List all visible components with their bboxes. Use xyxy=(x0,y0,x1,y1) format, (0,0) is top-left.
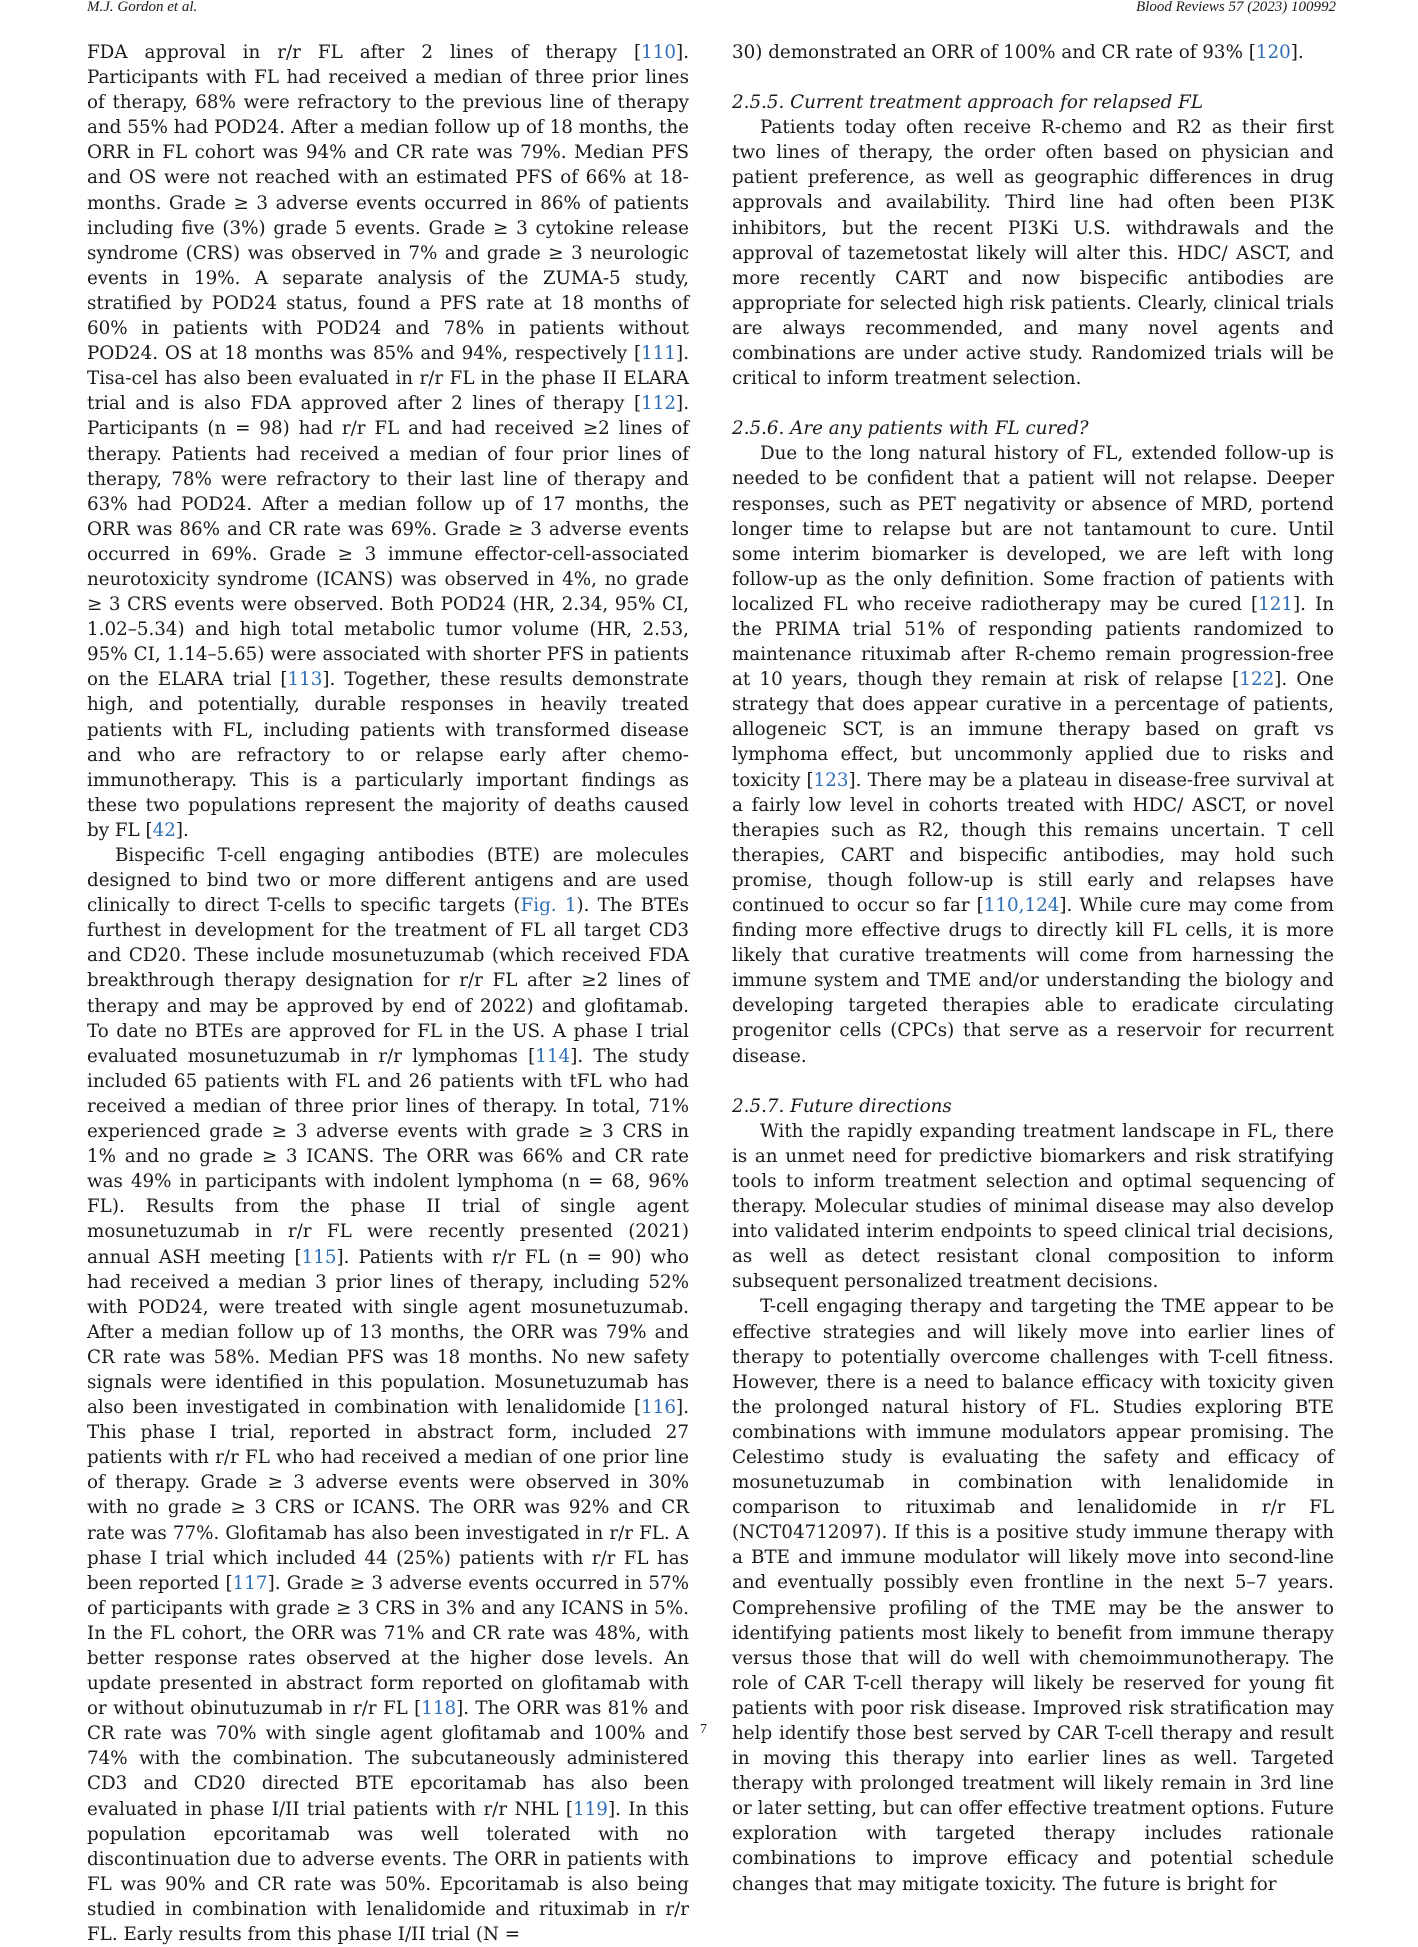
section-heading-2-5-6: 2.5.6. Are any patients with FL cured? xyxy=(732,418,1089,440)
page-number: 7 xyxy=(700,1722,707,1737)
citation-link[interactable]: 117 xyxy=(232,1572,268,1594)
citation-link[interactable]: 110 xyxy=(641,42,677,63)
citation-link[interactable]: 121 xyxy=(1258,593,1294,615)
section-heading-2-5-7: 2.5.7. Future directions xyxy=(732,1095,952,1117)
paragraph-epcoritamab-continued: 30) demonstrated an ORR of 100% and CR rate of 93% [120]. xyxy=(732,42,1304,63)
citation-link[interactable]: 110,124 xyxy=(983,895,1060,916)
citation-link[interactable]: 113 xyxy=(287,669,323,691)
citation-link[interactable]: 123 xyxy=(813,769,849,791)
citation-link[interactable]: 120 xyxy=(1255,42,1291,63)
paragraph-car-t-results: FDA approval in r/r FL after 2 lines of therapy [110]. Participants with FL had received a median of three prior lines of therapy, 68% were refractory to the previous line of therapy and 55% had POD24. After a median follow up of 18 months, the ORR in FL cohort was 94% and CR rate was 79%. Median PFS and OS were not reached with an estimated PFS of 66% at 18-months. Grade ≥ 3 adverse events occurred in 86% of patients including five (3%) grade 5 events. Grade ≥ 3 cytokine release syndrome (CRS) was observed in 7% and grade ≥ 3 neurologic events in 19%. A separate analysis of the ZUMA-5 study, stratified by POD24 status, found a PFS rate at 18 months of 60% in patients with POD24 and 78% in patients without POD24. OS at 18 months was 85% and 94%, respectively [111]. Tisa-cel has also been evaluated in r/r FL in the phase II ELARA trial and is also FDA approved after 2 lines of therapy [112]. Participants (n = 98) had r/r FL and had received ≥2 lines of therapy. Patients had received a median of four prior lines of therapy, 78% were refractory to their last line of therapy and 63% had POD24. After a median follow up of 17 months, the ORR was 86% and CR rate was 69%. Grade ≥ 3 adverse events occurred in 69%. Grade ≥ 3 immune effector-cell-associated neurotoxicity syndrome (ICANS) was observed in 4%, no grade ≥ 3 CRS events were observed. Both POD24 (HR, 2.34, 95% CI, 1.02–5.34) and high total metabolic tumor volume (HR, 2.53, 95% CI, 1.14–5.65) were associated with shorter PFS in patients on the ELARA trial [113]. Together, these results demonstrate high, and potentially, durable responses in heavily treated patients with FL, including patients with transformed disease and who are refractory to or relapse early after chemo-immunotherapy. This is a particularly important findings as these two populations represent the majority of deaths caused by FL [42]. xyxy=(87,42,690,841)
right-column xyxy=(732,40,1334,1897)
paragraph-future-directions-1: With the rapidly expanding treatment landscape in FL, there is an unmet need for predictive biomarkers and risk stratifying tools to inform treatment selection and optimal sequencing of therapy. Molecular studies of minimal disease may also develop into validated interim endpoints to speed clinical trial decisions, as well as detect resistant clonal composition to inform subsequent personalized treatment decisions. xyxy=(732,1120,1334,1293)
citation-link[interactable]: 116 xyxy=(641,1397,677,1419)
citation-link[interactable]: 122 xyxy=(1239,669,1275,691)
header-authors: M.J. Gordon et al. xyxy=(87,0,198,15)
left-column xyxy=(87,40,689,1947)
citation-link[interactable]: 119 xyxy=(573,1798,608,1820)
citation-link[interactable]: Fig. 1 xyxy=(520,895,577,917)
paragraph-fl-cured: Due to the long natural history of FL, extended follow-up is needed to be confident that a patient will not relapse. Deeper responses, such as PET negativity or absence of MRD, portend longer time to relapse but are not tantamount to cure. Until some interim biomarker is developed, we are left with long follow-up as the only definition. Some fraction of patients with localized FL who receive radiotherapy may be cured [121]. In the PRIMA trial 51% of responding patients randomized to maintenance rituximab after R-chemo remain progression-free at 10 years, though they remain at risk of relapse [122]. One strategy that does appear curative in a percentage of patients, allogeneic SCT, is an immune therapy based on graft vs lymphoma effect, but uncommonly applied due to risks and toxicity [123]. There may be a plateau in disease-free survival at a fairly low level in cohorts treated with HDC/ ASCT, or novel therapies such as R2, though this remains uncertain. T cell therapies, CART and bispecific antibodies, may hold such promise, though follow-up is still early and relapses have continued to occur so far [110,124]. While cure may come from finding more effective drugs to directly kill FL cells, it is more likely that curative treatments will come from harnessing the immune system and TME and/or understanding the biology and developing targeted therapies able to eradicate circulating progenitor cells (CPCs) that serve as a reservoir for recurrent disease. xyxy=(732,443,1334,1067)
citation-link[interactable]: 118 xyxy=(421,1698,457,1720)
paragraph-future-directions-2: T-cell engaging therapy and targeting the TME appear to be effective strategies and will likely move into earlier lines of therapy to potentially overcome challenges with T-cell fitness. However, there is a need to balance efficacy with toxicity given the prolonged natural history of FL. Studies exploring BTE combinations with immune modulators appear promising. The Celestimo study is evaluating the safety and efficacy of mosunetuzumab in combination with lenalidomide in comparison to rituximab and lenalidomide in r/r FL (NCT04712097). If this is a positive study immune therapy with a BTE and immune modulator will likely move into second-line and eventually possibly even frontline in the next 5–7 years. Comprehensive profiling of the TME may be the answer to identifying patients most likely to benefit from immune therapy versus those that will do well with chemoimmunotherapy. The role of CAR T-cell therapy will likely be reserved for young fit patients with poor risk disease. Improved risk stratification may help identify those best served by CAR T-cell therapy and result in moving this therapy into earlier lines as well. Targeted therapy with prolonged treatment will likely remain in 3rd line or later setting, but can offer effective treatment options. Future exploration with targeted therapy includes rationale combinations to improve efficacy and potential schedule changes that may mitigate toxicity. The future is bright for xyxy=(732,1296,1334,1895)
paragraph-current-treatment: Patients today often receive R-chemo and R2 as their first two lines of therapy, the order often based on physician and patient preference, as well as geographic differences in drug approvals and availability. Third line had often been PI3K inhibitors, but the recent PI3Ki U.S. withdrawals and the approval of tazemetostat likely will alter this. HDC/ ASCT, and more recently CART and now bispecific antibodies are appropriate for selected high risk patients. Clearly, clinical trials are always recommended, and many novel agents and combinations are under active study. Randomized trials will be critical to inform treatment selection. xyxy=(732,117,1334,390)
citation-link[interactable]: 112 xyxy=(641,393,677,415)
citation-link[interactable]: 114 xyxy=(535,1045,571,1067)
citation-link[interactable]: 42 xyxy=(152,819,176,841)
citation-link[interactable]: 115 xyxy=(301,1246,337,1268)
paragraph-bispecific-antibodies: Bispecific T-cell engaging antibodies (BTE) are molecules designed to bind two or more different antigens and are used clinically to direct T-cells to specific targets (Fig. 1). The BTEs furthest in development for the treatment of FL all target CD3 and CD20. These include mosunetuzumab (which received FDA breakthrough therapy designation for r/r FL after ≥2 lines of therapy and may be approved by end of 2022) and glofitamab. To date no BTEs are approved for FL in the US. A phase I trial evaluated mosunetuzumab in r/r lymphomas [114]. The study included 65 patients with FL and 26 patients with tFL who had received a median of three prior lines of therapy. In total, 71% experienced grade ≥ 3 adverse events with grade ≥ 3 CRS in 1% and no grade ≥ 3 ICANS. The ORR was 66% and CR rate was 49% in participants with indolent lymphoma (n = 68, 96% FL). Results from the phase II trial of single agent mosunetuzumab in r/r FL were recently presented (2021) annual ASH meeting [115]. Patients with r/r FL (n = 90) who had received a median 3 prior lines of therapy, including 52% with POD24, were treated with single agent mosunetuzumab. After a median follow up of 13 months, the ORR was 79% and CR rate was 58%. Median PFS was 18 months. No new safety signals were identified in this population. Mosunetuzumab has also been investigated in combination with lenalidomide [116]. This phase I trial, reported in abstract form, included 27 patients with r/r FL who had received a median of one prior line of therapy. Grade ≥ 3 adverse events were observed in 30% with no grade ≥ 3 CRS or ICANS. The ORR was 92% and CR rate was 77%. Glofitamab has also been investigated in r/r FL. A phase I trial which included 44 (25%) patients with r/r FL has been reported [117]. Grade ≥ 3 adverse events occurred in 57% of participants with grade ≥ 3 CRS in 3% and any ICANS in 5%. In the FL cohort, the ORR was 71% and CR rate was 48%, with better response rates observed at the higher dose levels. An update presented in abstract form reported on glofitamab with or without obinutuzumab in r/r FL [118]. The ORR was 81% and CR rate was 70% with single agent glofitamab and 100% and 74% with the combination. The subcutaneously administered CD3 and CD20 directed BTE epcoritamab has also been evaluated in phase I/II trial patients with r/r NHL [119]. In this population epcoritamab was well tolerated with no discontinuation due to adverse events. The ORR in patients with FL was 90% and CR rate was 50%. Epcoritamab is also being studied in combination with lenalidomide and rituximab in r/r FL. Early results from this phase I/II trial (N = xyxy=(87,845,689,1946)
running-header xyxy=(87,0,1336,18)
header-journal: Blood Reviews 57 (2023) 100992 xyxy=(1136,0,1336,15)
citation-link[interactable]: 111 xyxy=(641,343,677,365)
section-heading-2-5-5: 2.5.5. Current treatment approach for relapsed FL xyxy=(732,92,1204,114)
